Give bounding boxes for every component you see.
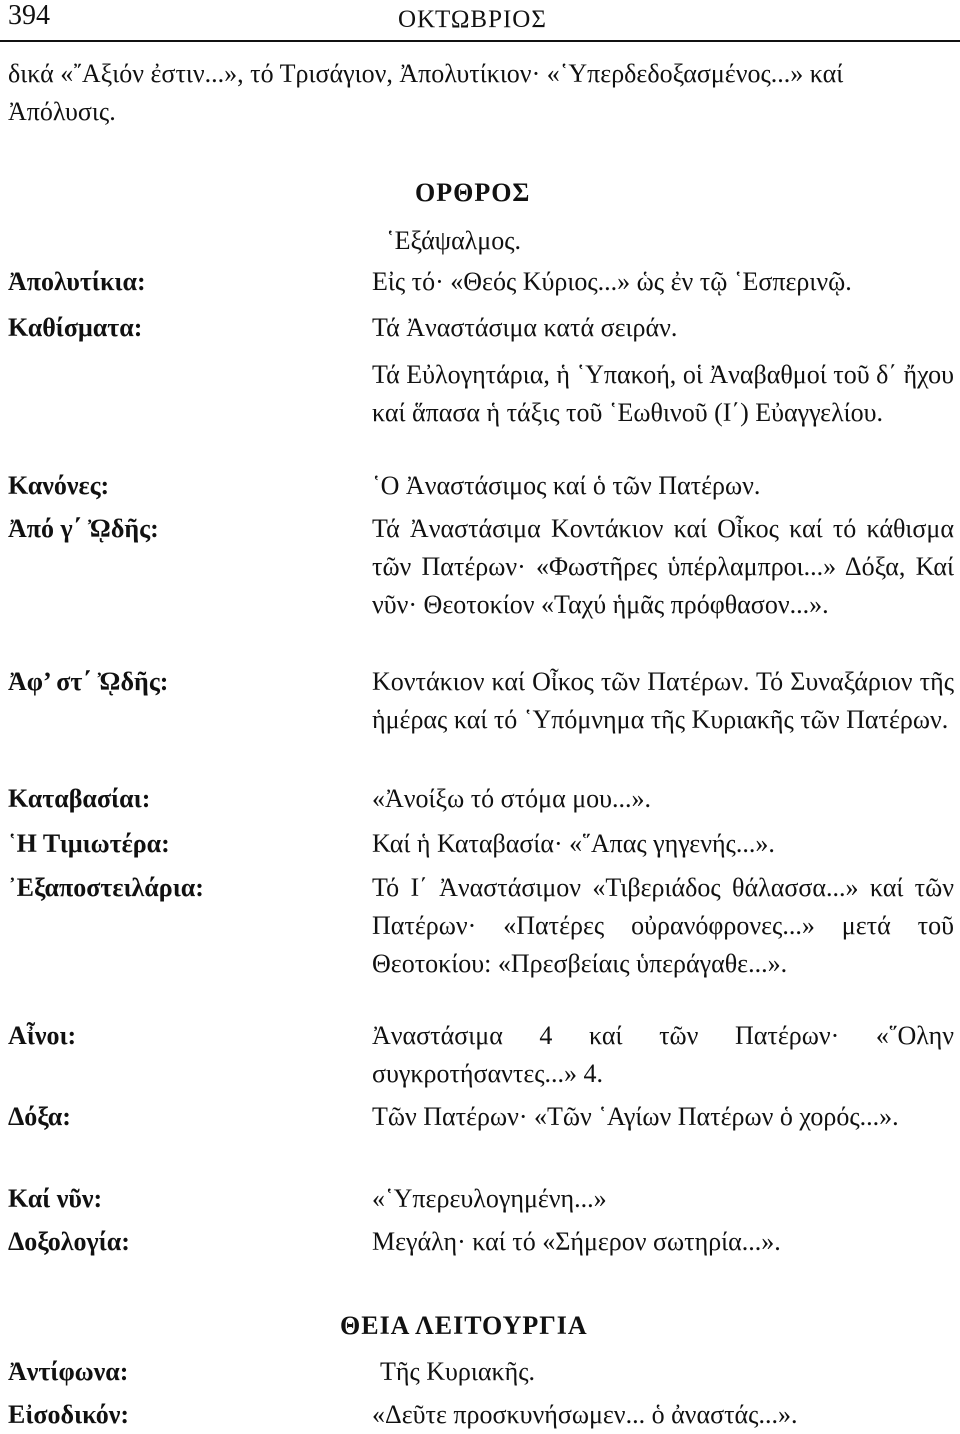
rubric-label-exapostilaria: ᾿Εξαποστειλάρια: xyxy=(8,873,204,902)
rubric-text-antiphona: Τῆς Κυριακῆς. xyxy=(380,1357,536,1386)
rubric-label-apolytikia: Ἀπολυτίκια: xyxy=(8,267,146,296)
rubric-label-doxologia: Δοξολογία: xyxy=(8,1227,130,1256)
rubric-label-ode-6: Ἀφ’ στ΄ ᾨδῆς: xyxy=(8,667,169,696)
rubric-text-kanones: ῾Ο Ἀναστάσιμος καί ὁ τῶν Πατέρων. xyxy=(372,471,761,500)
page-number: 394 xyxy=(8,0,50,31)
header-rule xyxy=(0,40,960,42)
rubric-label-kanones: Κανόνες: xyxy=(8,471,110,500)
intro-paragraph: δικά «῎Αξιόν ἐστιν...», τό Τρισάγιον, Ἀπολυτίκιον· «῾Υπερδεδοξασμένος...» καί Ἀπόλυσις. xyxy=(8,59,844,126)
rubric-text-evlogitaria: Τά Εὐλογητάρια, ἡ ῾Υπακοή, οἱ Ἀναβαθμοί τοῦ δ΄ ἤχου καί ἅπασα ἡ τάξις τοῦ ῾Εωθινοῦ (Ι΄) Εὐαγγελίου. xyxy=(372,360,954,427)
rubric-label-timiotera: ῾Η Τιμιωτέρα: xyxy=(8,829,170,858)
rubric-label-doxa: Δόξα: xyxy=(8,1102,71,1131)
rubric-text-ode-6: Κοντάκιον καί Οἶκος τῶν Πατέρων. Τό Συναξάριον τῆς ἡμέρας καί τό ῾Υπόμνημα τῆς Κυριακῆς τῶν Πατέρων. xyxy=(372,667,954,734)
rubric-text-enoi: Ἀναστάσιμα 4 καί τῶν Πατέρων· «῞Ολην συγκροτήσαντες...» 4. xyxy=(372,1021,954,1088)
rubric-label-antiphona: Ἀντίφωνα: xyxy=(8,1357,129,1386)
running-title: ΟΚΤΩΒΡΙΟΣ xyxy=(398,6,547,33)
rubric-label-enoi: Αἶνοι: xyxy=(8,1021,77,1050)
rubric-text-kathismata: Τά Ἀναστάσιμα κατά σειράν. xyxy=(372,313,678,342)
rubric-label-kathismata: Καθίσματα: xyxy=(8,313,143,342)
rubric-text-apolytikia: Εἰς τό· «Θεός Κύριος...» ὡς ἐν τῷ ῾Εσπερινῷ. xyxy=(372,267,852,296)
rubric-label-katavasiai: Καταβασίαι: xyxy=(8,784,151,813)
rubric-text-ode-3: Τά Ἀναστάσιμα Κοντάκιον καί Οἶκος καί τό κάθισμα τῶν Πατέρων· «Φωστῆρες ὑπέρλαμπροι...» Δόξα, Καί νῦν· Θεοτοκίον «Ταχύ ἡμᾶς πρόφθασον...». xyxy=(372,514,954,619)
rubric-text-exapostilaria: Τό Ι΄ Ἀναστάσιμον «Τιβεριάδος θάλασσα...» καί τῶν Πατέρων· «Πατέρες οὐρανόφρονες...» μετά τοῦ Θεοτοκίου: «Πρεσβείαις ὑπεράγαθε...». xyxy=(372,873,954,978)
rubric-label-ode-3: Ἀπό γ΄ ᾨδῆς: xyxy=(8,514,159,543)
liturgy-title: ΘΕΙΑ ΛΕΙΤΟΥΡΓΙΑ xyxy=(340,1311,588,1340)
rubric-text-doxa: Τῶν Πατέρων· «Τῶν ῾Αγίων Πατέρων ὁ χορός...». xyxy=(372,1102,899,1131)
orthros-title: ΟΡΘΡΟΣ xyxy=(415,178,531,207)
rubric-label-isodikon: Εἰσοδικόν: xyxy=(8,1400,130,1429)
orthros-subtitle: ῾Εξάψαλμος. xyxy=(386,226,522,255)
rubric-text-isodikon: «Δεῦτε προσκυνήσωμεν... ὁ ἀναστάς...». xyxy=(372,1400,798,1429)
rubric-text-doxologia: Μεγάλη· καί τό «Σήμερον σωτηρία...». xyxy=(372,1227,781,1256)
rubric-label-kai-nyn: Καί νῦν: xyxy=(8,1184,103,1213)
rubric-text-katavasiai: «Ἀνοίξω τό στόμα μου...». xyxy=(372,784,652,813)
rubric-text-kai-nyn: «῾Υπερευλογημένη...» xyxy=(372,1184,607,1213)
rubric-text-timiotera: Καί ἡ Καταβασία· «῞Απας γηγενής...». xyxy=(372,829,775,858)
